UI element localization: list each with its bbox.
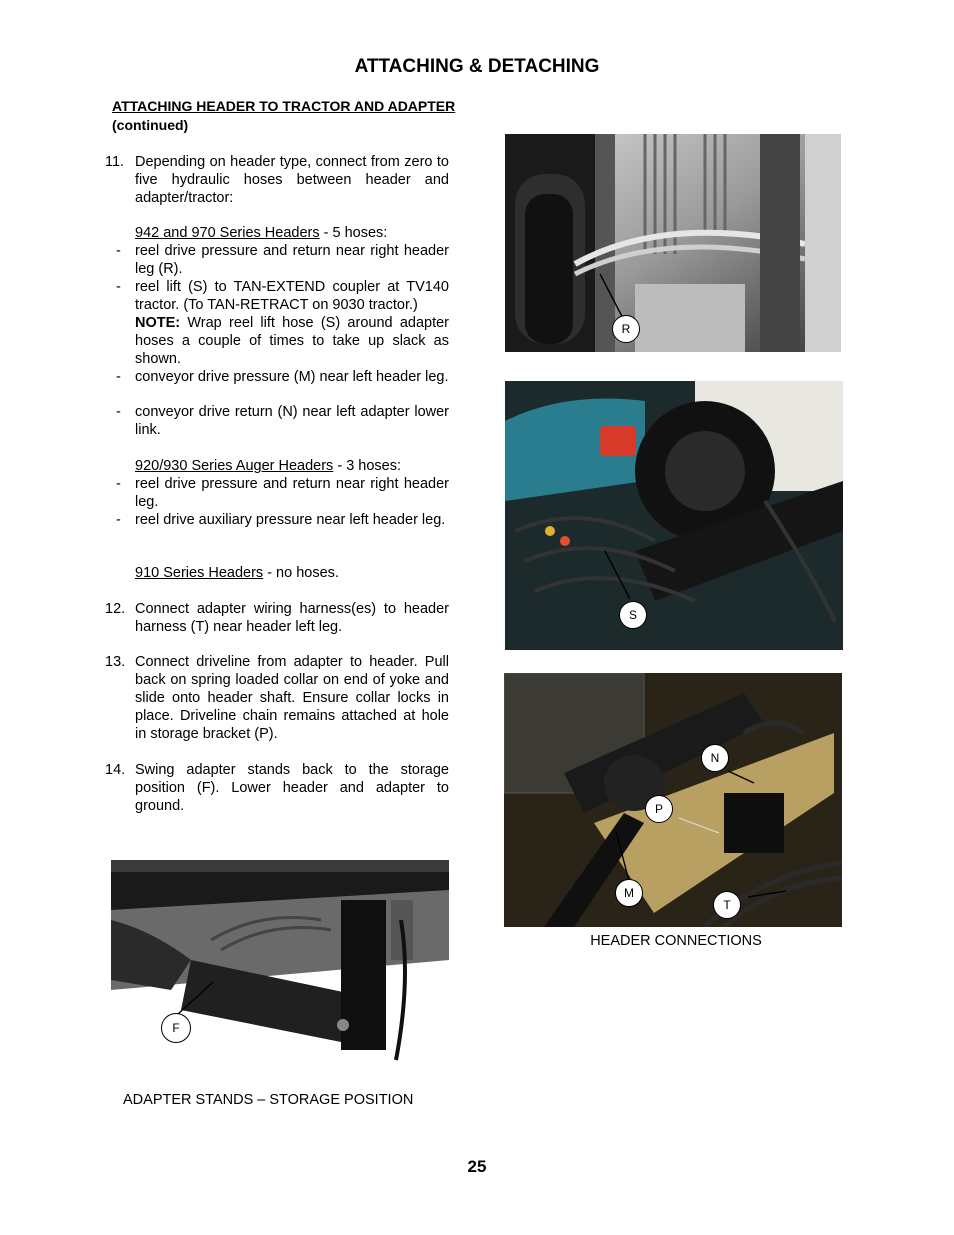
group-942-970 bbox=[135, 224, 387, 242]
bullet-dash: - bbox=[116, 369, 121, 385]
hose-item: reel drive pressure and return near right header leg. bbox=[135, 476, 449, 510]
figure-caption-adapter-stands: ADAPTER STANDS – STORAGE POSITION bbox=[123, 1092, 414, 1108]
bullet-dash: - bbox=[116, 404, 121, 420]
step-12-text: Connect adapter wiring harness(es) to header harness (T) near header left leg. bbox=[135, 601, 449, 635]
reel-drive-hoses-photo bbox=[505, 134, 841, 352]
group-suffix: - 3 hoses: bbox=[333, 458, 402, 474]
adapter-stands-photo bbox=[111, 860, 449, 1070]
bullet-dash: - bbox=[116, 512, 121, 528]
step-11-intro: Depending on header type, connect from zero to five hydraulic hoses between header and adapter/tractor: bbox=[135, 154, 449, 206]
bullet-dash: - bbox=[116, 476, 121, 492]
hose-item: conveyor drive return (N) near left adapter lower link. bbox=[135, 404, 449, 438]
photo-illustration bbox=[505, 134, 841, 352]
hose-item: conveyor drive pressure (M) near left header leg. bbox=[135, 369, 449, 385]
note-text: Wrap reel lift hose (S) around adapter hoses a couple of times to take up slack as shown. bbox=[135, 315, 449, 367]
page-number: 25 bbox=[467, 1157, 487, 1176]
page-title: ATTACHING & DETACHING bbox=[354, 56, 600, 77]
callout-m: M bbox=[615, 879, 643, 907]
group-910 bbox=[135, 564, 339, 582]
group-suffix: - no hoses. bbox=[263, 565, 339, 581]
step-14-text: Swing adapter stands back to the storage position (F). Lower header and adapter to ground. bbox=[135, 762, 449, 814]
hose-item: reel drive auxiliary pressure near left header leg. bbox=[135, 512, 446, 528]
group-heading: 942 and 970 Series Headers bbox=[135, 225, 320, 241]
callout-p: P bbox=[645, 795, 673, 823]
tractor-coupler-photo bbox=[505, 381, 843, 650]
note-label: NOTE: bbox=[135, 315, 181, 331]
callout-f: F bbox=[161, 1013, 191, 1043]
callout-t: T bbox=[713, 891, 741, 919]
callout-n: N bbox=[701, 744, 729, 772]
figure-caption-header-connections: HEADER CONNECTIONS bbox=[590, 933, 762, 949]
group-suffix: - 5 hoses: bbox=[319, 225, 388, 241]
callout-r: R bbox=[612, 315, 640, 343]
step-number: 12. bbox=[105, 601, 126, 617]
header-connections-photo bbox=[504, 673, 842, 927]
step-number: 11. bbox=[105, 154, 125, 170]
group-heading: 920/930 Series Auger Headers bbox=[135, 458, 334, 474]
note-paragraph bbox=[135, 314, 449, 368]
photo-illustration bbox=[504, 673, 842, 927]
step-number: 13. bbox=[105, 654, 126, 670]
step-number: 14. bbox=[105, 762, 126, 778]
hose-item: reel drive pressure and return near right header leg (R). bbox=[135, 243, 449, 277]
callout-s: S bbox=[619, 601, 647, 629]
section-subtitle: (continued) bbox=[112, 117, 189, 133]
photo-illustration bbox=[111, 860, 449, 1070]
photo-illustration bbox=[505, 381, 843, 650]
bullet-dash: - bbox=[116, 279, 121, 295]
group-heading: 910 Series Headers bbox=[135, 565, 264, 581]
section-title: ATTACHING HEADER TO TRACTOR AND ADAPTER bbox=[112, 98, 456, 114]
step-13-text: Connect driveline from adapter to header. Pull back on spring loaded collar on end of yoke and slide onto header shaft. Ensure collar locks in place. Driveline chain remains attached at hole in storage bracket (P). bbox=[135, 654, 449, 742]
hose-item: reel lift (S) to TAN-EXTEND coupler at TV140 tractor. (To TAN-RETRACT on 9030 tractor.) bbox=[135, 279, 449, 313]
group-920-930 bbox=[135, 457, 401, 475]
bullet-dash: - bbox=[116, 243, 121, 259]
